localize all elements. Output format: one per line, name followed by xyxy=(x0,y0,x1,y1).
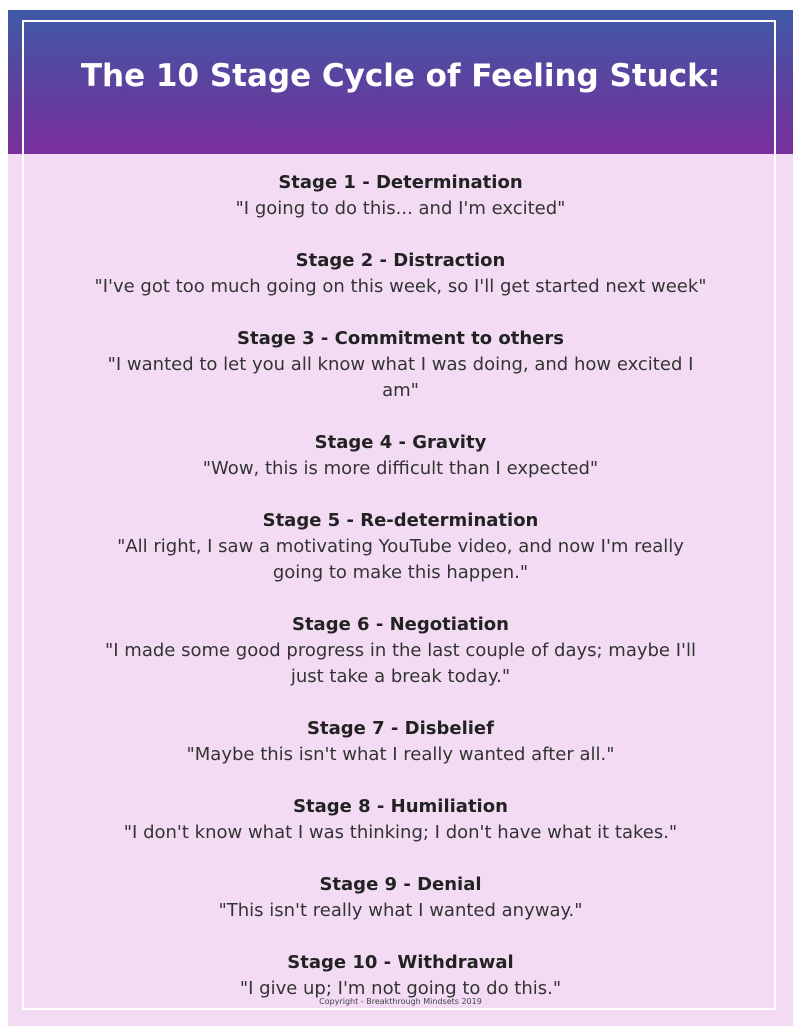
stage-quote: "I going to do this... and I'm excited" xyxy=(235,198,566,219)
stage-title: Stage 1 - Determination xyxy=(278,172,523,193)
stage-title: Stage 4 - Gravity xyxy=(314,432,487,453)
list-item xyxy=(8,430,793,482)
stage-quote: "I wanted to let you all know what I was doing, and how excited I am" xyxy=(107,354,694,401)
stage-quote: "I give up; I'm not going to do this." xyxy=(239,978,562,999)
copyright-notice: Copyright - Breakthrough Mindsets 2019 xyxy=(319,997,482,1006)
list-item xyxy=(8,950,793,1002)
page-title: The 10 Stage Cycle of Feeling Stuck: xyxy=(80,58,721,94)
stage-title: Stage 9 - Denial xyxy=(319,874,482,895)
stage-quote: "I've got too much going on this week, so I'll get started next week" xyxy=(94,276,707,297)
list-item xyxy=(8,326,793,404)
stage-quote: "All right, I saw a motivating YouTube video, and now I'm really going to make this happen." xyxy=(117,536,684,583)
stage-title: Stage 6 - Negotiation xyxy=(291,614,509,635)
stage-title: Stage 7 - Disbelief xyxy=(307,718,494,739)
stage-list xyxy=(8,170,793,1028)
list-item xyxy=(8,612,793,690)
list-item xyxy=(8,872,793,924)
stage-quote: "This isn't really what I wanted anyway." xyxy=(218,900,583,921)
list-item xyxy=(8,716,793,768)
stage-quote: "Wow, this is more difficult than I expected" xyxy=(202,458,599,479)
stage-title: Stage 10 - Withdrawal xyxy=(287,952,514,973)
stage-title: Stage 5 - Re-determination xyxy=(262,510,539,531)
stage-quote: "Maybe this isn't what I really wanted after all." xyxy=(186,744,615,765)
list-item xyxy=(8,508,793,586)
stage-title: Stage 8 - Humiliation xyxy=(293,796,508,817)
list-item xyxy=(8,794,793,846)
list-item xyxy=(8,170,793,222)
stage-quote: "I made some good progress in the last couple of days; maybe I'll just take a break today." xyxy=(104,640,696,687)
stage-quote: "I don't know what I was thinking; I don't have what it takes." xyxy=(123,822,678,843)
stage-title: Stage 3 - Commitment to others xyxy=(237,328,564,349)
stage-title: Stage 2 - Distraction xyxy=(295,250,506,271)
list-item xyxy=(8,248,793,300)
